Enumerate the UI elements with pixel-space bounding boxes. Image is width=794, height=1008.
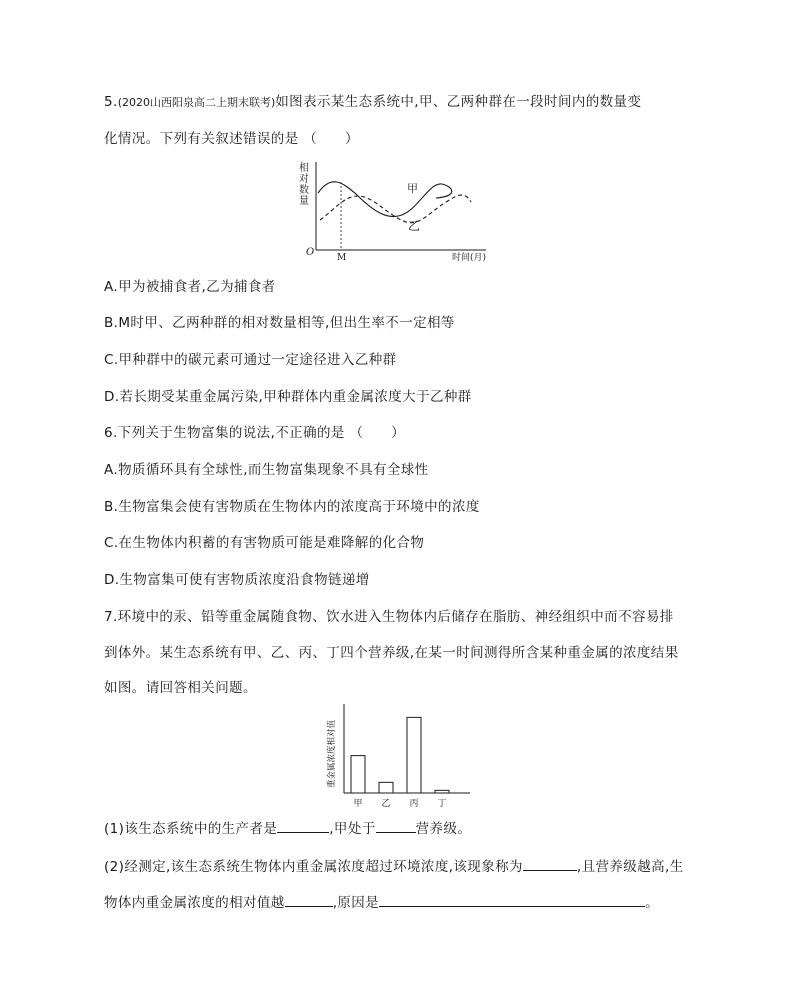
q5-option-c: C.甲种群中的碳元素可通过一定途径进入乙种群 — [104, 352, 397, 368]
q7-sub2-b: ,且营养级越高,生 — [576, 859, 684, 875]
chart1-ylabel-2: 数 — [299, 185, 309, 196]
bar-label-3: 丁 — [437, 799, 447, 809]
q7-sub2-line-1 — [104, 857, 684, 875]
q6-option-c: C.在生物体内积蓄的有害物质可能是难降解的化合物 — [104, 535, 425, 551]
q7-sub2-a: (2)经测定,该生态系统生物体内重金属浓度超过环境浓度,该现象称为 — [104, 859, 523, 875]
q7-sub2-c: 物体内重金属浓度的相对值越 — [104, 895, 285, 911]
q7-sub1-blank-producer[interactable] — [277, 819, 329, 833]
q5-option-d: D.若长期受某重金属污染,甲种群体内重金属浓度大于乙种群 — [104, 389, 472, 405]
chart2-ylabel: 重金属浓度相对值 — [327, 719, 337, 788]
q7-sub2-blank-term[interactable] — [523, 857, 577, 871]
q7-sub1-a: (1)该生态系统中的生产者是 — [104, 821, 278, 837]
chart1-series-label-jia: 甲 — [407, 182, 418, 195]
q7-sub1 — [104, 819, 471, 837]
q5-chart-body — [296, 158, 496, 268]
bar-label-0: 甲 — [353, 799, 363, 809]
q7-sub1-blank-level[interactable] — [376, 819, 416, 833]
q5-option-b: B.M时甲、乙两种群的相对数量相等,但出生率不一定相等 — [104, 315, 455, 331]
bar-3 — [435, 790, 449, 793]
q5-stem-line-2: 化情况。下列有关叙述错误的是 （ ） — [104, 131, 359, 147]
chart1-origin-label: O — [306, 247, 315, 258]
q7-stem-line-1: 7.环境中的汞、铅等重金属随食物、饮水进入生物体内后储存在脂肪、神经组织中而不容易排 — [104, 609, 674, 625]
q7-sub1-b: ,甲处于 — [329, 821, 376, 837]
q7-sub2-blank-degree[interactable] — [285, 893, 333, 907]
chart1-series-label-yi: 乙 — [408, 219, 421, 233]
bar-2 — [407, 717, 421, 793]
q6-stem: 6.下列关于生物富集的说法,不正确的是 （ ） — [104, 425, 406, 441]
q5-number: 5. — [104, 94, 118, 110]
q7-heavy-metal-bar-chart — [322, 700, 492, 810]
q5-option-a: A.甲为被捕食者,乙为捕食者 — [104, 279, 276, 295]
chart1-ylabel — [299, 161, 309, 207]
q5-source: (2020山西阳泉高二上期末联考) — [117, 96, 276, 109]
chart1-series-yi — [320, 195, 471, 223]
q7-sub2-e: 。 — [645, 895, 660, 911]
chart1-ylabel-3: 量 — [299, 196, 309, 207]
q6-option-d: D.生物富集可使有害物质浓度沿食物链递增 — [104, 572, 370, 588]
bar-label-2: 丙 — [409, 799, 419, 809]
chart1-marker-label: M — [337, 253, 347, 263]
chart1-ylabel-1: 对 — [299, 174, 309, 185]
chart1-ylabel-0: 相 — [299, 163, 309, 174]
bar-0 — [351, 756, 365, 793]
q6-option-a: A.物质循环具有全球性,而生物富集现象不具有全球性 — [104, 462, 429, 478]
chart1-series-jia — [318, 182, 452, 217]
q6-option-b: B.生物富集会使有害物质在生物体内的浓度高于环境中的浓度 — [104, 499, 480, 515]
q7-stem-line-3: 如图。请回答相关问题。 — [104, 680, 257, 696]
bar-1 — [379, 782, 393, 793]
chart2-bars — [351, 717, 449, 793]
q7-sub2-line-2 — [104, 893, 659, 911]
q5-stem-1: 如图表示某生态系统中,甲、乙两种群在一段时间内的数量变 — [275, 94, 642, 110]
q7-stem-line-2: 到体外。某生态系统有甲、乙、丙、丁四个营养级,在某一时间测得所含某种重金属的浓度结果 — [104, 645, 679, 661]
chart2-category-labels — [353, 798, 446, 809]
bar-label-1: 乙 — [381, 799, 391, 809]
q7-sub1-c: 营养级。 — [415, 821, 472, 837]
chart1-xlabel: 时间(月) — [452, 253, 487, 263]
q7-sub2-blank-reason[interactable] — [379, 893, 645, 907]
q5-stem-line-1 — [104, 94, 641, 111]
q7-sub2-d: ,原因是 — [332, 895, 380, 911]
